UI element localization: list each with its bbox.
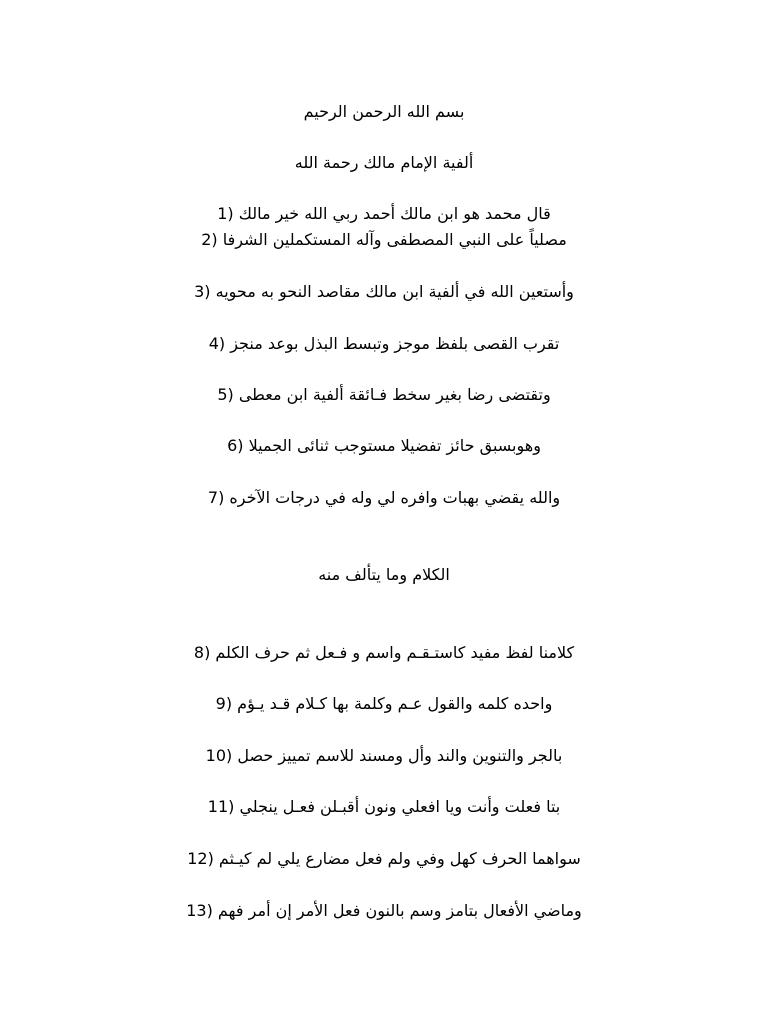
document-title: ألفية الإمام مالك رحمة الله (294, 153, 474, 172)
verse-line: واحده كلمه والقول عـم وكلمة بها كـلام قـد يـؤم (9 (215, 694, 553, 713)
verse-line: بالجر والتنوين والند وأل ومسند للاسم تمييز حصل (10 (205, 746, 563, 765)
verse-line: تقرب القصى بلفظ موجز وتبسط البذل بوعد منجز (4 (208, 334, 560, 353)
basmala: بسم الله الرحمن الرحيم (303, 102, 465, 121)
verse-line: كلامنا لفظ مفيد كاستـقـم واسم و فـعل ثم حرف الكلم (8 (193, 643, 575, 662)
section-heading: الكلام وما يتألف منه (318, 565, 450, 584)
verse-line: وماضي الأفعال بتامز وسم بالنون فعل الأمر إن أمر فهم (13 (186, 901, 582, 920)
verse-line: قال محمد هو ابن مالك أحمد ربي الله خير مالك (1 (217, 204, 551, 223)
verse-line: والله يقضي بهبات وافره لي وله في درجات الآخره (7 (207, 488, 561, 507)
verse-line: وأستعين الله في ألفية ابن مالك مقاصد النحو به محويه (3 (194, 282, 574, 301)
verse-line: بتا فعلت وأنت ويا افعلي ونون أقبـلن فعـل ينجلي (11 (207, 797, 561, 816)
verse-line: وتقتضى رضا بغير سخط فـائقة ألفية ابن معطى (5 (217, 385, 551, 404)
verse-line: وهوبسبق حائز تفضيلا مستوجب ثنائى الجميلا (6 (227, 436, 541, 455)
verse-line: مصلياً على النبي المصطفى وآله المستكملين الشرفا (2 (201, 230, 567, 249)
verse-line: سواهما الحرف كهل وفي ولم فعل مضارع يلي لم كيـثم (12 (187, 849, 581, 868)
